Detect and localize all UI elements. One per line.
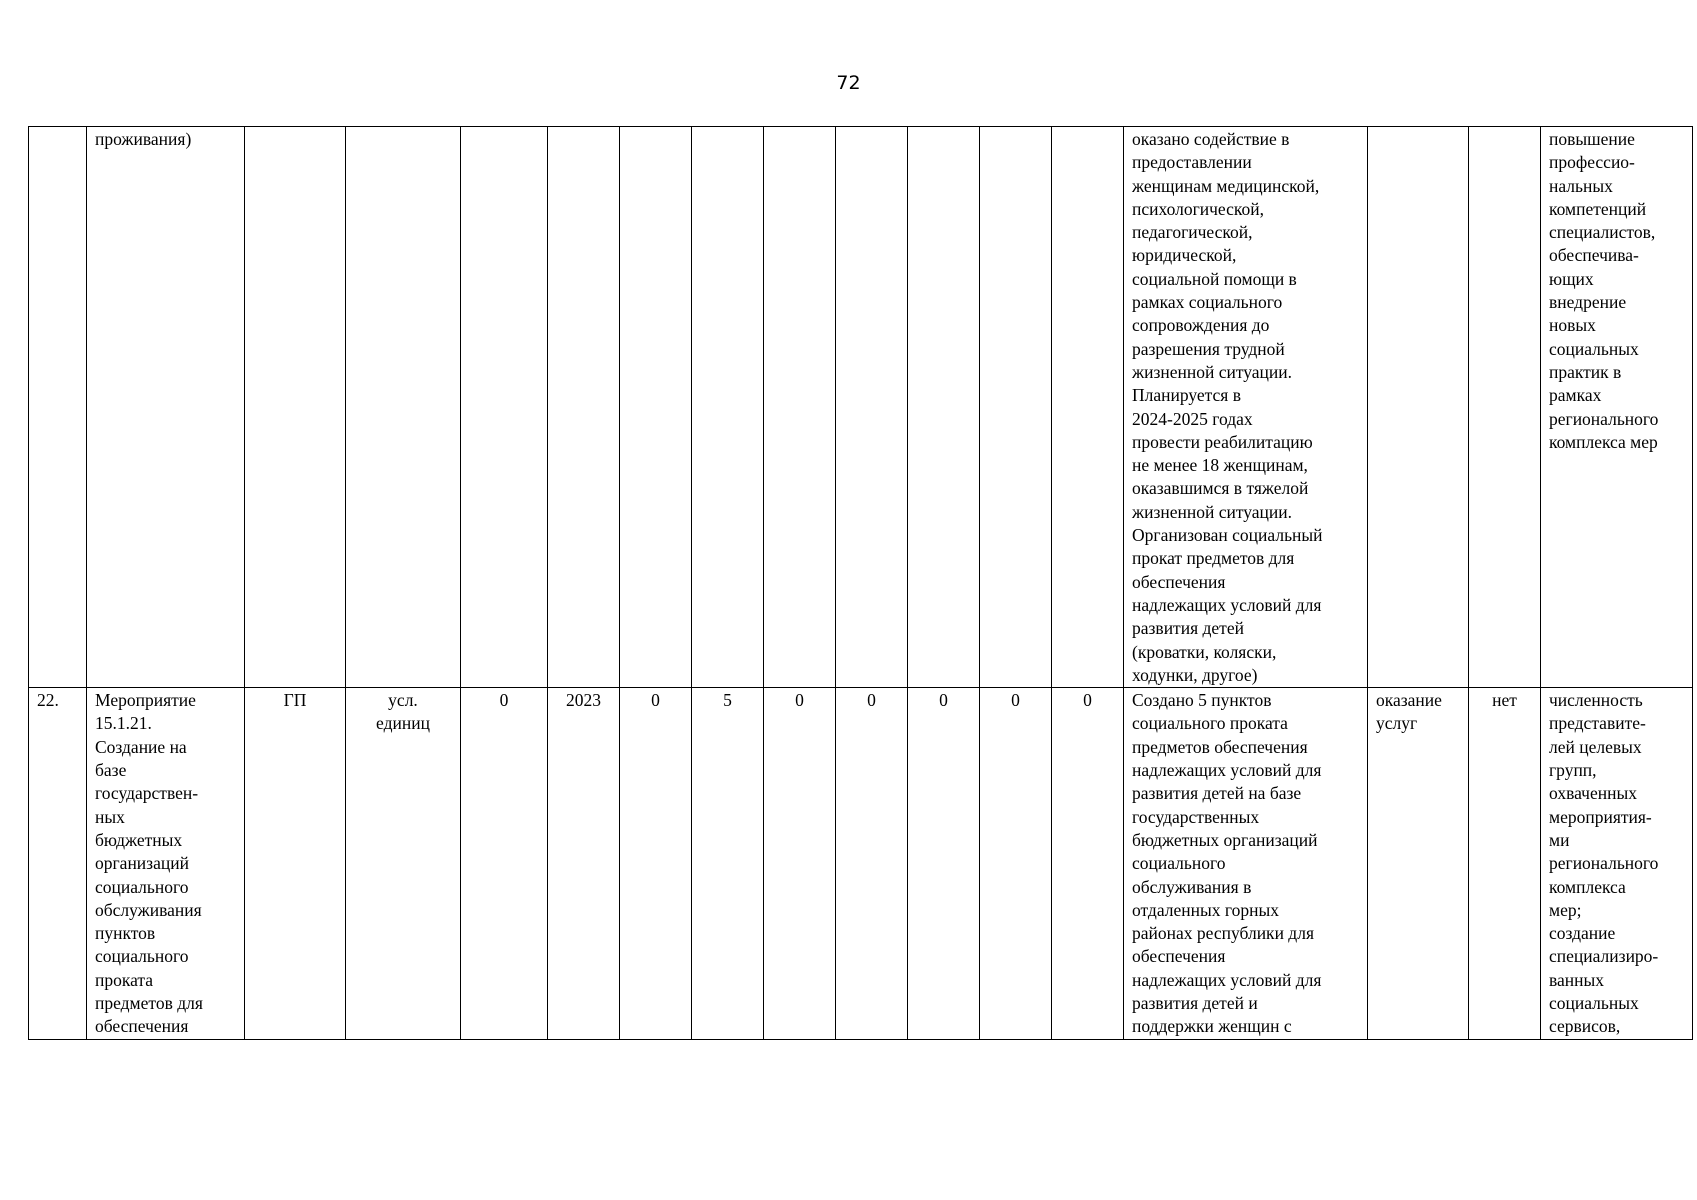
cell-base-year: 2023 — [548, 688, 620, 1039]
page-number: 72 — [836, 72, 861, 94]
cell-description: оказано содействие в предоставлении женщинам медицинской, психологической, педагогической, юридической, социальной помощи в рамках социального сопровождения до разрешения трудной жизненной ситуации. Планируется в 2024-2025 годах провести реабилитацию не менее 18 женщинам, оказавшимся в тяжелой жизненной ситуации. Организован социальный прокат предметов для обеспечения надлежащих условий для развития детей (кроватки, коляски, ходунки, другое) — [1124, 127, 1368, 688]
cell-base-year — [548, 127, 620, 688]
cell-value-2 — [692, 127, 764, 688]
table-row-22 — [29, 688, 1693, 1039]
cell-value-5: 0 — [908, 688, 980, 1039]
cell-value-4: 0 — [836, 688, 908, 1039]
cell-num — [29, 127, 87, 688]
cell-unit — [346, 127, 461, 688]
cell-flag — [1469, 127, 1541, 688]
cell-num: 22. — [29, 688, 87, 1039]
cell-value-6: 0 — [980, 688, 1052, 1039]
cell-indicator: повышение профессио- нальных компетенций специалистов, обеспечива- ющих внедрение новых социальных практик в рамках регионального комплекса мер — [1541, 127, 1693, 688]
cell-value-1: 0 — [620, 688, 692, 1039]
cell-value-7 — [1052, 127, 1124, 688]
cell-value-5 — [908, 127, 980, 688]
cell-type: ГП — [245, 688, 346, 1039]
cell-unit: усл. единиц — [346, 688, 461, 1039]
cell-name: проживания) — [87, 127, 245, 688]
cell-value-1 — [620, 127, 692, 688]
cell-service-type: оказание услуг — [1368, 688, 1469, 1039]
cell-value-3 — [764, 127, 836, 688]
measures-table — [28, 126, 1693, 1040]
cell-base-value — [461, 127, 548, 688]
cell-flag: нет — [1469, 688, 1541, 1039]
cell-name: Мероприятие 15.1.21. Создание на базе государствен- ных бюджетных организаций социального обслуживания пунктов социального проката предметов для обеспечения — [87, 688, 245, 1039]
cell-service-type — [1368, 127, 1469, 688]
cell-value-6 — [980, 127, 1052, 688]
cell-value-3: 0 — [764, 688, 836, 1039]
table-row-continued — [29, 127, 1693, 688]
cell-indicator: численность представите- лей целевых групп, охваченных мероприятия- ми регионального комплекса мер; создание специализиро- ванных социальных сервисов, — [1541, 688, 1693, 1039]
cell-description: Создано 5 пунктов социального проката предметов обеспечения надлежащих условий для развития детей на базе государственных бюджетных организаций социального обслуживания в отдаленных горных районах республики для обеспечения надлежащих условий для развития детей и поддержки женщин с — [1124, 688, 1368, 1039]
cell-type — [245, 127, 346, 688]
cell-value-2: 5 — [692, 688, 764, 1039]
cell-value-4 — [836, 127, 908, 688]
cell-value-7: 0 — [1052, 688, 1124, 1039]
cell-base-value: 0 — [461, 688, 548, 1039]
